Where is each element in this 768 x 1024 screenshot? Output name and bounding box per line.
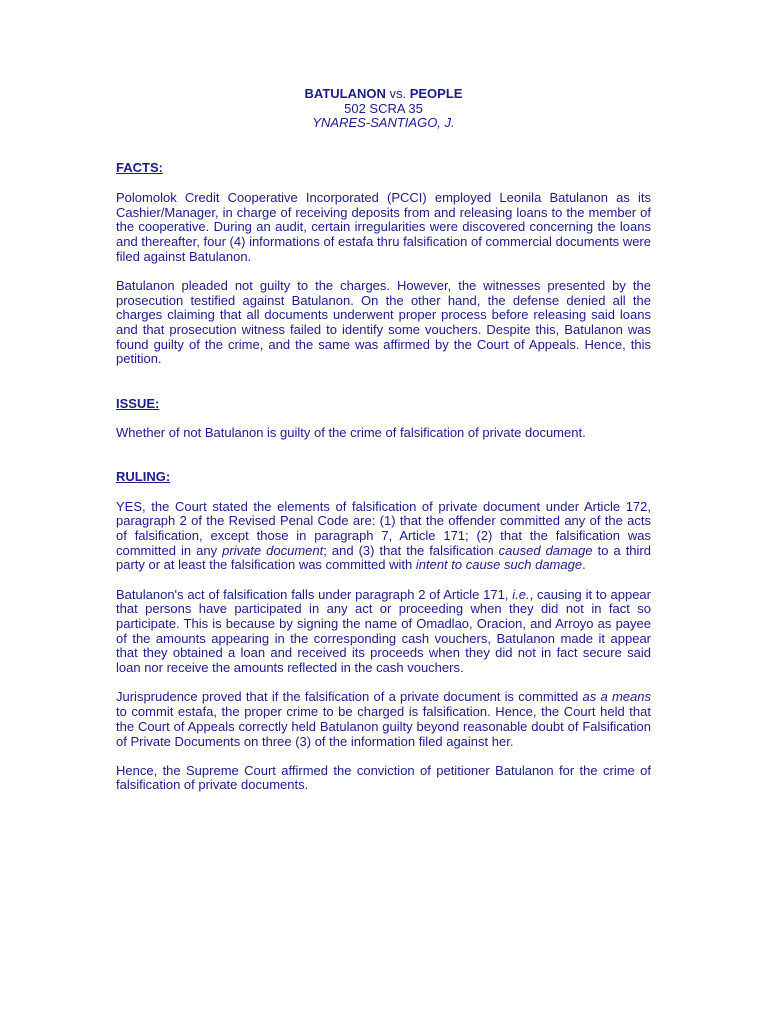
- ruling-p1-emphasis-2: caused damage: [498, 542, 593, 558]
- facts-paragraph-2: Batulanon pleaded not guilty to the charges. However, the witnesses presented by the prosecution testified against Batulanon. On the other hand, the defense denied all the charges claiming that all documents underwent proper process before releasing said loans and that prosecution witness failed to identify some vouchers. Despite this, Batulanon was found guilty of the crime, and the same was affirmed by the Court of Appeals. Hence, this petition.: [116, 277, 651, 367]
- ruling-p3-text-a: Jurisprudence proved that if the falsification of a private document is committed: [116, 689, 583, 705]
- ruling-p3-text-b: to commit estafa, the proper crime to be charged is falsification. Hence, the Court held that the Court of Appeals correctly held Batulanon guilty beyond reasonable doubt of Falsification of Private Documents on three (3) of the information filed against her.: [116, 704, 651, 749]
- case-citation: 502 SCRA 35: [344, 100, 423, 116]
- party-two: PEOPLE: [409, 86, 463, 101]
- facts-paragraph-1: Polomolok Credit Cooperative Incorporated (PCCI) employed Leonila Batulanon as its Cashier/Manager, in charge of receiving deposits from and releasing loans to the member of the cooperative. During an audit, certain irregularities were discovered concerning the loans and thereafter, four (4) informations of estafa thru falsification of commercial documents were filed against Batulanon.: [116, 189, 651, 264]
- issue-paragraph: Whether of not Batulanon is guilty of the crime of falsification of private document.: [116, 425, 586, 441]
- ruling-p3-emphasis-1: as a means: [582, 689, 651, 705]
- case-title: [116, 87, 651, 102]
- ruling-p1-text-c: to a third party or at least the falsification was committed with: [116, 542, 651, 573]
- ponente: YNARES-SANTIAGO, J.: [312, 115, 455, 131]
- ruling-p2-text-b: , causing it to appear that persons have participated in any act or proceeding when they did not in fact so participate. This is because by signing the name of Omadlao, Oracion, and Arroyo as payee of the amounts appearing in the corresponding cash vouchers, Batulanon made it appear that they obtained a loan and received its proceeds when they did not in fact secure said loan nor receive the amounts reflected in the cash vouchers.: [116, 586, 651, 676]
- ruling-p1-text-d: .: [582, 557, 586, 573]
- case-header: [116, 87, 651, 131]
- ruling-paragraph-1: [116, 500, 651, 574]
- ruling-p1-emphasis-3: intent to cause such damage: [415, 557, 583, 573]
- ruling-p1-text-b: ; and (3) that the falsification: [323, 542, 499, 558]
- ruling-p2-text-a: Batulanon's act of falsification falls under paragraph 2 of Article 171,: [116, 586, 513, 602]
- party-one: BATULANON: [304, 86, 386, 101]
- document-body: [116, 87, 651, 793]
- versus: vs.: [385, 86, 410, 101]
- ruling-paragraph-4: Hence, the Supreme Court affirmed the conviction of petitioner Batulanon for the crime of falsification of private documents.: [116, 762, 651, 793]
- issue-heading: ISSUE:: [116, 395, 160, 411]
- ruling-paragraph-3: [116, 690, 651, 749]
- facts-heading: FACTS:: [116, 160, 163, 176]
- ruling-heading: RULING:: [116, 468, 171, 484]
- ruling-p1-text-a: YES, the Court stated the elements of falsification of private document under Article 172, paragraph 2 of the Revised Penal Code are: (1) that the offender committed any of the acts of falsification, except those in paragraph 7, Article 171; (2) that the falsification was committed in any: [116, 498, 651, 558]
- ruling-p1-emphasis-1: private document: [222, 542, 324, 558]
- ruling-paragraph-2: [116, 588, 651, 676]
- ruling-p2-emphasis-1: i.e.: [512, 586, 530, 602]
